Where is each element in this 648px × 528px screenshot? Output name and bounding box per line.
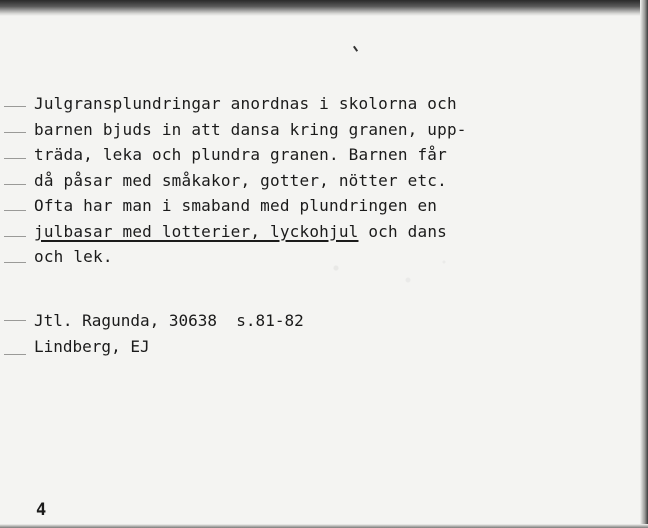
- body-line: Julgransplundringar anordnas i skolorna och: [34, 94, 457, 113]
- body-line: då påsar med småkakor, gotter, nötter etc.: [34, 170, 447, 190]
- card-number: 4: [36, 500, 47, 520]
- margin-tick: [4, 236, 26, 237]
- source-reference: Jtl. Ragunda, 30638 s.81-82: [34, 311, 304, 330]
- reference-block: [34, 308, 604, 359]
- author-reference: Lindberg, EJ: [34, 336, 150, 356]
- margin-tick: [4, 132, 26, 133]
- margin-tick: [4, 158, 26, 159]
- body-line: [34, 219, 604, 245]
- margin-tick: [4, 320, 26, 321]
- stray-ink-mark: [353, 42, 363, 52]
- underlined-phrase: julbasar med lotterier, lyckohjul: [34, 221, 359, 241]
- body-line: träda, leka och plundra granen. Barnen får: [34, 145, 447, 164]
- body-line-rest: och dans: [358, 221, 447, 241]
- body-line: barnen bjuds in att dansa kring granen, upp-: [34, 119, 467, 139]
- margin-tick: [4, 184, 26, 185]
- margin-tick: [4, 262, 26, 263]
- margin-ticks: [0, 92, 30, 372]
- card-body-text: [34, 91, 604, 270]
- margin-tick: [4, 106, 26, 107]
- body-line: Ofta har man i smaband med plundringen en: [34, 196, 438, 215]
- scan-right-edge: [640, 0, 648, 528]
- margin-tick: [4, 210, 26, 211]
- body-line: och lek.: [34, 247, 113, 266]
- scan-top-edge: [0, 0, 648, 16]
- scan-bottom-edge: [0, 524, 648, 528]
- margin-tick: [4, 354, 26, 355]
